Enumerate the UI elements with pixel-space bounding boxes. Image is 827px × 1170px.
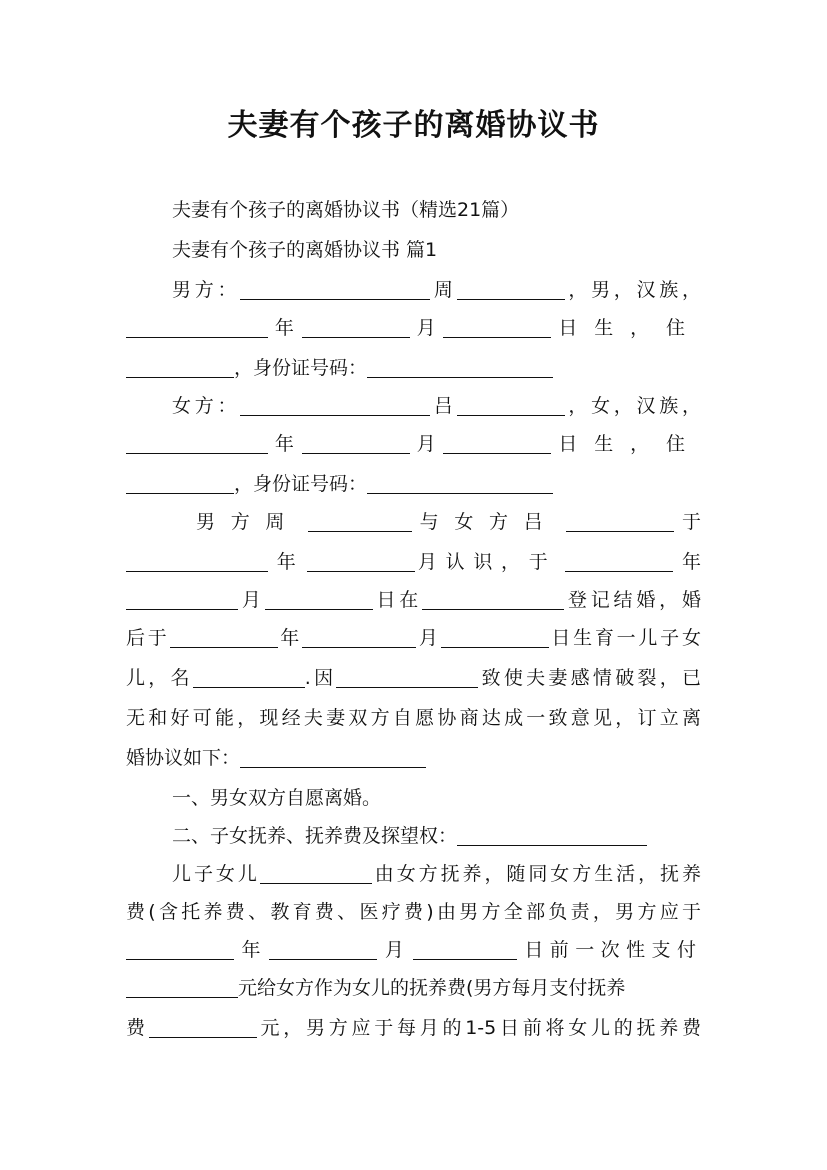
text: 费 xyxy=(126,1017,149,1039)
blank-field xyxy=(126,317,268,338)
blank-field xyxy=(126,551,268,572)
custody-line-4 xyxy=(126,974,701,1002)
blank-field xyxy=(302,317,410,338)
text: 年 xyxy=(241,939,262,961)
text: 年 xyxy=(277,627,303,649)
custody-line-5 xyxy=(126,1014,701,1042)
blank-field xyxy=(126,433,268,454)
text: 月 xyxy=(416,317,437,339)
wife-line-2 xyxy=(126,430,701,458)
text: 元给女方作为女儿的抚养费(男方每月支付抚养 xyxy=(238,977,626,999)
custody-line-1 xyxy=(172,860,701,888)
marriage-line-6: 无和好可能，现经夫妻双方自愿协商达成一致意见，订立离 xyxy=(126,707,701,729)
text: 年 xyxy=(274,317,295,339)
text: 月 xyxy=(384,939,406,961)
husband-line-3 xyxy=(126,354,701,382)
text: 年 xyxy=(274,433,295,455)
blank-field xyxy=(126,939,234,960)
text: 日前一次性支付 xyxy=(524,939,701,961)
marriage-line-2 xyxy=(126,548,701,576)
section-heading: 夫妻有个孩子的离婚协议书 篇1 xyxy=(172,239,438,261)
text: 婚协议如下： xyxy=(126,747,241,769)
blank-field xyxy=(126,357,234,378)
blank-field xyxy=(307,551,415,572)
blank-field xyxy=(367,357,553,378)
text: 日生，住 xyxy=(558,317,701,339)
blank-field xyxy=(308,511,412,532)
blank-field xyxy=(413,939,517,960)
text: 儿，名 xyxy=(126,667,193,689)
text: 日生育一儿子女 xyxy=(548,627,701,649)
text: 由女方抚养，随同女方生活，抚养 xyxy=(371,863,701,885)
text: 月 xyxy=(238,589,265,611)
blank-field xyxy=(565,551,673,572)
text: 二、子女抚养、抚养费及探望权： xyxy=(172,825,458,847)
text: ，男，汉族， xyxy=(564,279,701,301)
blank-field xyxy=(302,433,410,454)
blank-field xyxy=(443,433,551,454)
blank-field xyxy=(260,863,372,884)
text: ，身份证号码： xyxy=(234,357,368,379)
clause-1: 一、男女双方自愿离婚。 xyxy=(172,787,382,809)
blank-field xyxy=(126,589,238,610)
blank-field xyxy=(193,667,305,688)
custody-line-3 xyxy=(126,936,701,964)
blank-field xyxy=(441,627,549,648)
blank-field xyxy=(443,317,551,338)
text: 月认识，于 xyxy=(415,551,557,573)
blank-field xyxy=(457,279,565,300)
marriage-line-4 xyxy=(126,624,701,652)
blank-field xyxy=(302,627,416,648)
marriage-line-3 xyxy=(126,586,701,614)
text: 儿子女儿 xyxy=(172,863,260,885)
blank-field xyxy=(457,395,565,416)
blank-field xyxy=(240,747,426,768)
blank-field xyxy=(566,511,674,532)
wife-line-3 xyxy=(126,470,701,498)
blank-field xyxy=(422,589,564,610)
blank-field xyxy=(126,473,234,494)
wife-line-1 xyxy=(172,392,701,420)
text: ，女，汉族， xyxy=(564,395,701,417)
text: ，身份证号码： xyxy=(234,473,368,495)
text: 月 xyxy=(416,627,441,649)
text: 致使夫妻感情破裂，已 xyxy=(478,667,701,689)
marriage-line-1 xyxy=(196,508,701,536)
text: 男方： xyxy=(172,279,241,301)
marriage-line-7 xyxy=(126,744,701,772)
text: 年 xyxy=(681,551,701,573)
blank-field xyxy=(265,589,373,610)
blank-field xyxy=(240,279,430,300)
blank-field xyxy=(457,825,647,846)
blank-field xyxy=(149,1017,257,1038)
text: 吕 xyxy=(430,395,457,417)
text: 日在 xyxy=(372,589,423,611)
marriage-line-5 xyxy=(126,664,701,692)
blank-field xyxy=(126,977,238,998)
text: 登记结婚，婚 xyxy=(564,589,701,611)
text: 与女方吕 xyxy=(419,511,559,533)
text: 男方周 xyxy=(196,511,301,533)
blank-field xyxy=(170,627,278,648)
blank-field xyxy=(367,473,553,494)
document-title: 夫妻有个孩子的离婚协议书 xyxy=(227,108,600,143)
blank-field xyxy=(240,395,430,416)
text: 月 xyxy=(416,433,437,455)
subtitle-line: 夫妻有个孩子的离婚协议书（精选21篇） xyxy=(172,199,520,221)
text: 元，男方应于每月的1-5日前将女儿的抚养费 xyxy=(256,1017,701,1039)
text: 于 xyxy=(681,511,701,533)
text: 周 xyxy=(430,279,457,301)
text: 年 xyxy=(276,551,299,573)
clause-2-heading xyxy=(172,822,701,850)
custody-line-2: 费(含托养费、教育费、医疗费)由男方全部负责，男方应于 xyxy=(126,901,701,923)
husband-line-2 xyxy=(126,314,701,342)
text: 后于 xyxy=(126,627,170,649)
husband-line-1 xyxy=(172,276,701,304)
blank-field xyxy=(269,939,377,960)
text: 日生，住 xyxy=(558,433,701,455)
text: .因 xyxy=(304,667,337,689)
text: 女方： xyxy=(172,395,241,417)
blank-field xyxy=(336,667,478,688)
